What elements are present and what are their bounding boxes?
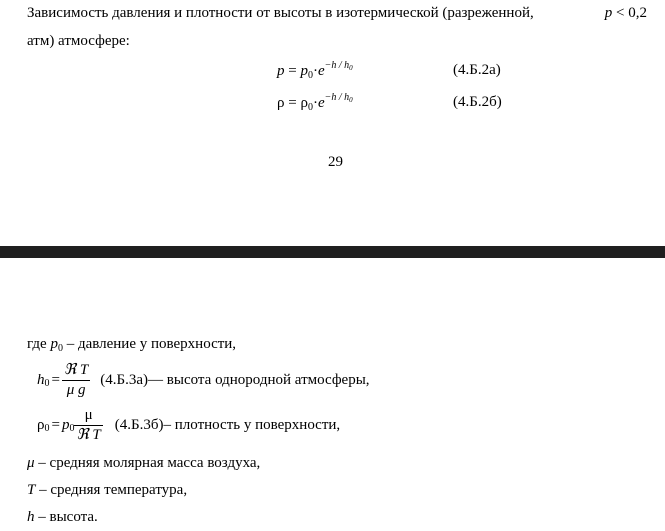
- h0-formula-line: [37, 358, 370, 402]
- eq2-dot: ·: [312, 95, 318, 111]
- intro-condition: [605, 5, 647, 22]
- eq1-equals: =: [284, 63, 301, 79]
- eq1-exponent: [325, 60, 353, 71]
- mu-definition: [27, 455, 260, 472]
- where-p-symbol: p: [50, 336, 58, 352]
- equation-density: [277, 92, 353, 113]
- eq1-dot: ·: [312, 63, 318, 79]
- h-symbol: h: [27, 509, 35, 525]
- rho0-fraction: [74, 408, 102, 443]
- rho0-description: – плотность у поверхности,: [163, 416, 341, 433]
- rho0-p: p: [61, 416, 70, 433]
- intro-condition-value: < 0,2: [616, 5, 647, 21]
- h0-denominator: μ g: [66, 381, 86, 398]
- eq1-e: e: [317, 63, 325, 79]
- eq2-exponent-text: −h / h: [324, 92, 350, 103]
- rho0-numerator: μ: [74, 408, 102, 426]
- h0-tag: (4.Б.3а): [100, 371, 149, 388]
- equation-density-tag: (4.Б.2б): [453, 94, 502, 110]
- rho0-p-subscript: 0: [69, 422, 75, 434]
- t-symbol: T: [27, 482, 36, 498]
- mu-text: – средняя молярная масса воздуха,: [34, 455, 261, 471]
- eq1-p: p: [300, 63, 308, 79]
- equation-pressure-tag: (4.Б.2а): [453, 62, 501, 78]
- intro-line2: атм) атмосфере:: [27, 33, 130, 49]
- h-definition: [27, 509, 98, 526]
- eq2-exponent: [325, 92, 353, 103]
- h0-subscript: 0: [44, 377, 50, 389]
- page-break-divider: [0, 246, 665, 258]
- intro-p-symbol: p: [604, 5, 613, 21]
- h-text: – высота.: [34, 509, 98, 525]
- intro-paragraph: [27, 5, 647, 50]
- eq1-exponent-text: −h / h: [324, 60, 350, 71]
- h0-description: — высота однородной атмосферы,: [148, 371, 370, 388]
- t-text: – средняя температура,: [35, 482, 188, 498]
- eq1-p-subscript: 0: [307, 70, 313, 81]
- t-definition: [27, 482, 187, 499]
- eq2-rho-subscript: 0: [307, 102, 313, 113]
- rho0-symbol: ρ: [37, 416, 45, 433]
- page-number: 29: [328, 154, 343, 170]
- where-text: – давление у поверхности,: [62, 336, 237, 352]
- rho0-denominator: ℜ T: [76, 426, 101, 443]
- where-prefix: где: [27, 336, 51, 352]
- eq1-exponent-subscript: 0: [349, 64, 353, 72]
- rho0-equals: =: [51, 416, 60, 433]
- eq2-e: e: [317, 95, 325, 111]
- eq2-equals: =: [284, 95, 301, 111]
- eq2-exponent-subscript: 0: [349, 96, 353, 104]
- h0-equals: =: [51, 371, 60, 388]
- where-p-subscript: 0: [57, 343, 63, 354]
- eq1-lhs: p: [277, 63, 285, 79]
- h0-symbol: h: [37, 371, 45, 388]
- intro-line1-text: Зависимость давления и плотности от высоты в изотермической (разреженной,: [27, 5, 534, 21]
- h0-fraction: [62, 363, 90, 398]
- rho0-formula-line: [37, 403, 340, 447]
- rho0-subscript: 0: [44, 422, 50, 434]
- mu-symbol: μ: [27, 455, 35, 471]
- eq2-lhs: ρ: [277, 95, 285, 111]
- eq2-rho: ρ: [300, 95, 308, 111]
- equation-pressure: [277, 60, 353, 81]
- h0-numerator: ℜ T: [62, 363, 90, 381]
- where-line: [27, 336, 236, 354]
- rho0-tag: (4.Б.3б): [114, 416, 164, 433]
